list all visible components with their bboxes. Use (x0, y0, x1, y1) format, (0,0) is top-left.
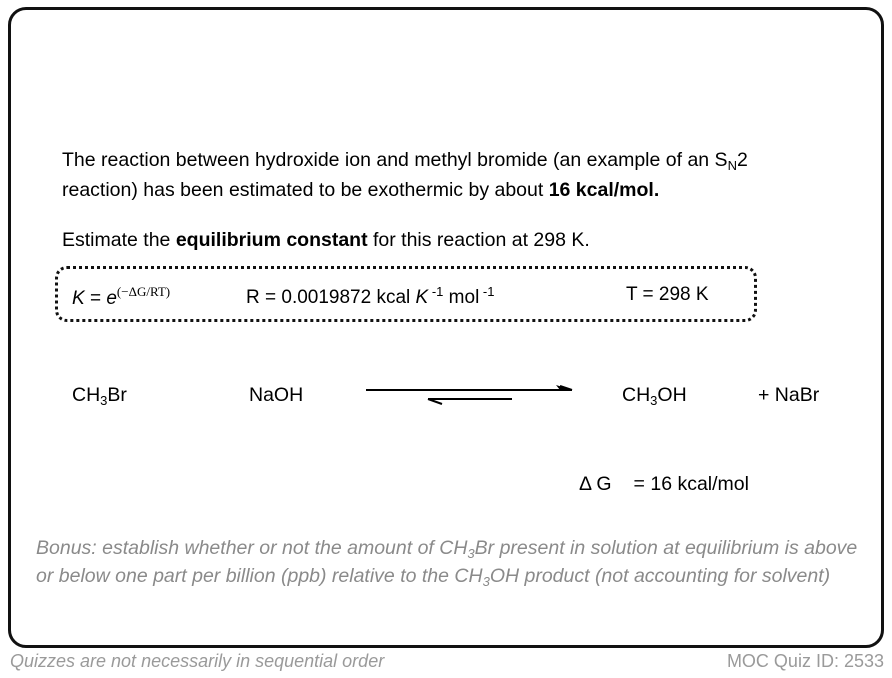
delta-g (579, 473, 749, 496)
equilibrium-arrow-icon (362, 382, 578, 408)
footer-note: Quizzes are not necessarily in sequential order (10, 651, 385, 671)
intro-line-1: The reaction between hydroxide ion and methyl bromide (an example of an $S_N2$ (62, 149, 748, 173)
k-formula: $K = e^{(-\Delta G/RT)}$ (72, 284, 171, 309)
gas-constant: R = 0.0019872 kcal K $^{-1}$ mol $^{-1}$ (246, 284, 495, 308)
product-nabr: + NaBr (758, 384, 820, 406)
product-methanol: $CH_3OH$ (622, 384, 687, 408)
reactant-methyl-bromide: $CH_3Br$ (72, 384, 127, 408)
temperature: T = 298 K (626, 284, 709, 305)
intro-text (62, 148, 748, 202)
estimate-prompt: Estimate the equilibrium constant for this reaction at 298 K. (62, 229, 590, 251)
delta-g-symbol: Δ G (579, 473, 612, 495)
bonus-question: Bonus: establish whether or not the amount of $CH_3Br$ present in solution at equilibrium is above or below one part per billion (ppb) relative to the $CH_3OH$ product (not accounting for solvent) (36, 537, 858, 589)
quiz-id: MOC Quiz ID: 2533 (726, 651, 884, 671)
intro-line-2: reaction) has been estimated to be exothermic by about 16 kcal/mol. (62, 179, 660, 201)
reactant-naoh: NaOH (249, 384, 304, 406)
formula-box (55, 266, 757, 322)
delta-g-value: = 16 kcal/mol (633, 473, 749, 495)
